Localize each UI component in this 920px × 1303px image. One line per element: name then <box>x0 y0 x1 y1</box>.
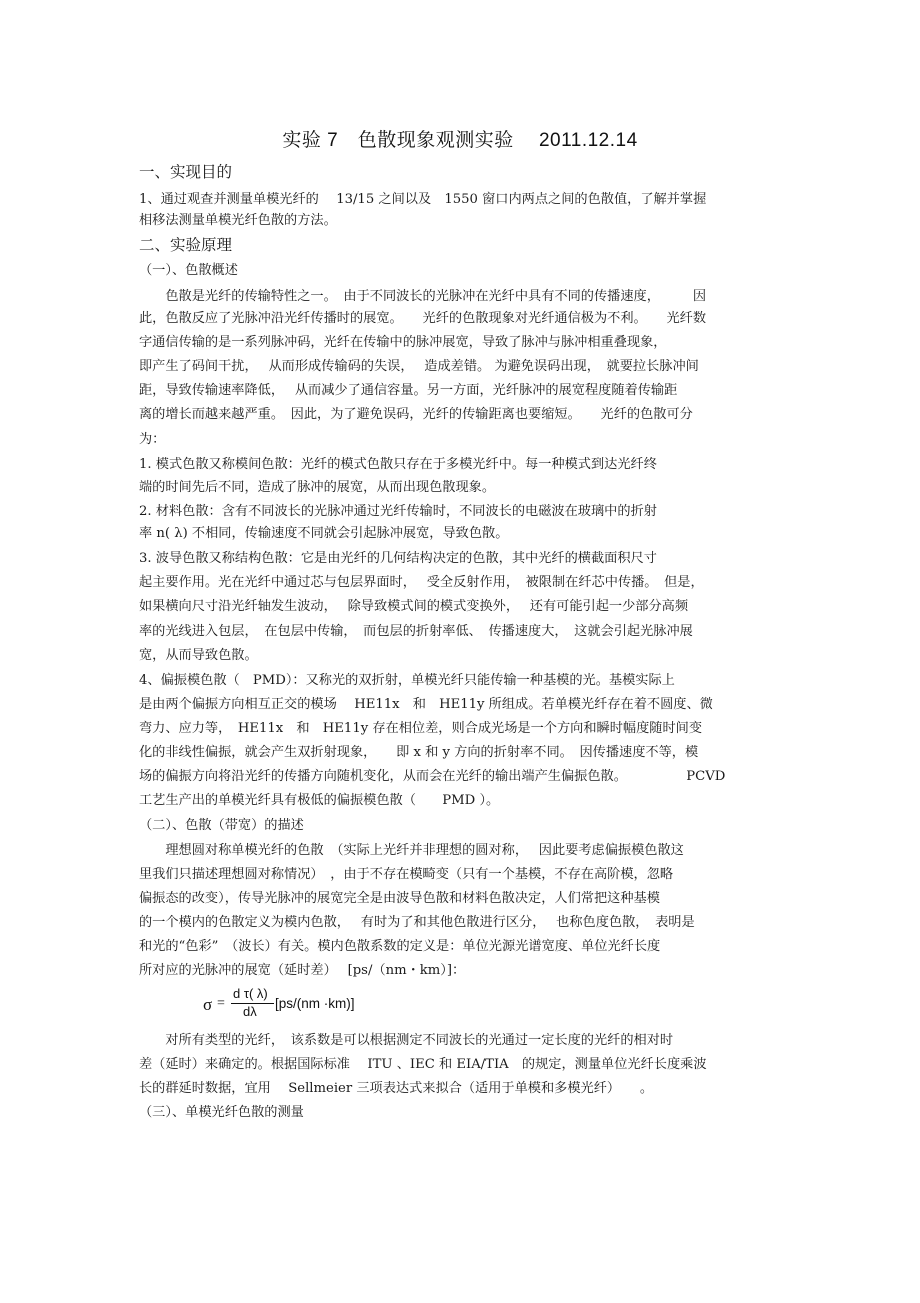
text-line: 偏振态的改变），传导光脉冲的展宽完全是由波导色散和材料色散决定，人们常把这种基模 <box>139 891 660 906</box>
text-line: 字通信传输的是一系列脉冲码，光纤在传输中的脉冲展宽，导致了脉冲与脉冲相重叠现象， <box>139 335 667 350</box>
text-line: 工艺生产出的单模光纤具有极低的偏振模色散（ PMD ）。 <box>139 793 500 808</box>
text-line: 的一个模内的色散定义为模内色散， 有时为了和其他色散进行区分， 也称色度色散， 表明是 <box>139 915 695 930</box>
text-line: 所对应的光脉冲的展宽（延时差） [ps/（nm・km）]： <box>139 963 466 978</box>
subsection-heading-overview: （一）、色散概述 <box>139 263 238 278</box>
text-line: 离的增长而越来越严重。 因此，为了避免误码，光纤的传输距离也要缩短。 光纤的色散可分 <box>139 407 693 422</box>
text-line: 即产生了码间干扰， 从而形成传输码的失误， 造成差错。 为避免误码出现， 就要拉长脉冲间 <box>139 359 699 374</box>
text-line: 弯力、应力等， HE11x 和 HE11y 存在相位差，则合成光场是一个方向和瞬时幅度随时间变 <box>139 721 703 736</box>
list-item: 4、偏振模色散（ PMD）：又称光的双折射，单模光纤只能传输一种基模的光。基模实际上 <box>139 673 675 688</box>
text-line: 率 n( λ) 不相同，传输速度不同就会引起脉冲展宽，导致色散。 <box>139 526 509 541</box>
text-line: 相移法测量单模光纤色散的方法。 <box>139 213 337 228</box>
text-line: 率的光线进入包层， 在包层中传输， 而包层的折射率低、 传播速度大， 这就会引起光脉冲展 <box>139 624 693 639</box>
subsection-heading-measurement: （三）、单模光纤色散的测量 <box>139 1105 304 1120</box>
text-line: 化的非线性偏振，就会产生双折射现象， 即 x 和 y 方向的折射率不同。 因传播速度不等，模 <box>139 745 699 760</box>
list-item: 1. 模式色散又称模间色散：光纤的模式色散只存在于多模光纤中。每一种模式到达光纤终 <box>139 457 657 472</box>
section-heading-principle: 二、实验原理 <box>139 236 233 254</box>
list-item: 3. 波导色散又称结构色散：它是由光纤的几何结构决定的色散，其中光纤的横截面积尺寸 <box>139 551 657 566</box>
formula-numerator: d τ( λ) <box>233 986 268 1001</box>
text-line: 和光的“色彩” （波长）有关。模内色散系数的定义是：单位光源光谱宽度、单位光纤长度 <box>139 939 661 954</box>
text-line: 1、通过观查并测量单模光纤的 13/15 之间以及 1550 窗口内两点之间的色散值，了解并掌握 <box>139 192 707 207</box>
list-item: 2. 材料色散：含有不同波长的光脉冲通过光纤传输时，不同波长的电磁波在玻璃中的折射 <box>139 504 657 519</box>
text-line: 宽，从而导致色散。 <box>139 648 258 663</box>
text-line: 为： <box>139 432 166 447</box>
formula-unit: [ps/(nm ·km)] <box>275 996 355 1011</box>
text-line: 是由两个偏振方向相互正交的模场 HE11x 和 HE11y 所组成。若单模光纤存在着不圆度、微 <box>139 697 713 712</box>
text-line: 如果横向尺寸沿光纤轴发生波动， 除导致模式间的模式变换外， 还有可能引起一少部分高频 <box>139 599 689 614</box>
section-heading-purpose: 一、实现目的 <box>139 163 233 181</box>
text-line: 里我们只描述理想圆对称情况） ，由于不存在模畸变（只有一个基模，不存在高阶模，忽略 <box>139 867 674 882</box>
document-title: 实验 7 色散现象观测实验 2011.12.14 <box>282 130 638 151</box>
formula-denominator: dλ <box>243 1004 257 1019</box>
text-line: 色散是光纤的传输特性之一。 由于不同波长的光脉冲在光纤中具有不同的传播速度， 因 <box>139 289 707 304</box>
text-line: 起主要作用。光在光纤中通过芯与包层界面时， 受全反射作用， 被限制在纤芯中传播。 但是， <box>139 575 704 590</box>
text-line: 差（延时）来确定的。根据国际标准 ITU 、IEC 和 EIA/TIA 的规定，测量单位光纤长度乘波 <box>139 1057 707 1072</box>
text-line: 对所有类型的光纤， 该系数是可以根据测定不同波长的光通过一定长度的光纤的相对时 <box>139 1033 674 1048</box>
formula-sigma: σ <box>203 995 213 1014</box>
text-line: 长的群延时数据，宜用 Sellmeier 三项表达式来拟合（适用于单模和多模光纤） 。 <box>139 1081 654 1096</box>
text-line: 场的偏振方向将沿光纤的传播方向随机变化，从而会在光纤的输出端产生偏振色散。 PCVD <box>139 769 726 784</box>
text-line: 理想圆对称单模光纤的色散 （实际上光纤并非理想的圆对称， 因此要考虑偏振模色散这 <box>139 843 684 858</box>
formula-equals: = <box>217 996 225 1011</box>
text-line: 此，色散反应了光脉冲沿光纤传播时的展宽。 光纤的色散现象对光纤通信极为不利。 光纤数 <box>139 311 707 326</box>
text-line: 端的时间先后不同，造成了脉冲的展宽，从而出现色散现象。 <box>139 480 496 495</box>
subsection-heading-description: （二）、色散（带宽）的描述 <box>139 818 304 833</box>
text-line: 距，导致传输速率降低， 从而减少了通信容量。另一方面，光纤脉冲的展宽程度随着传输距 <box>139 383 678 398</box>
